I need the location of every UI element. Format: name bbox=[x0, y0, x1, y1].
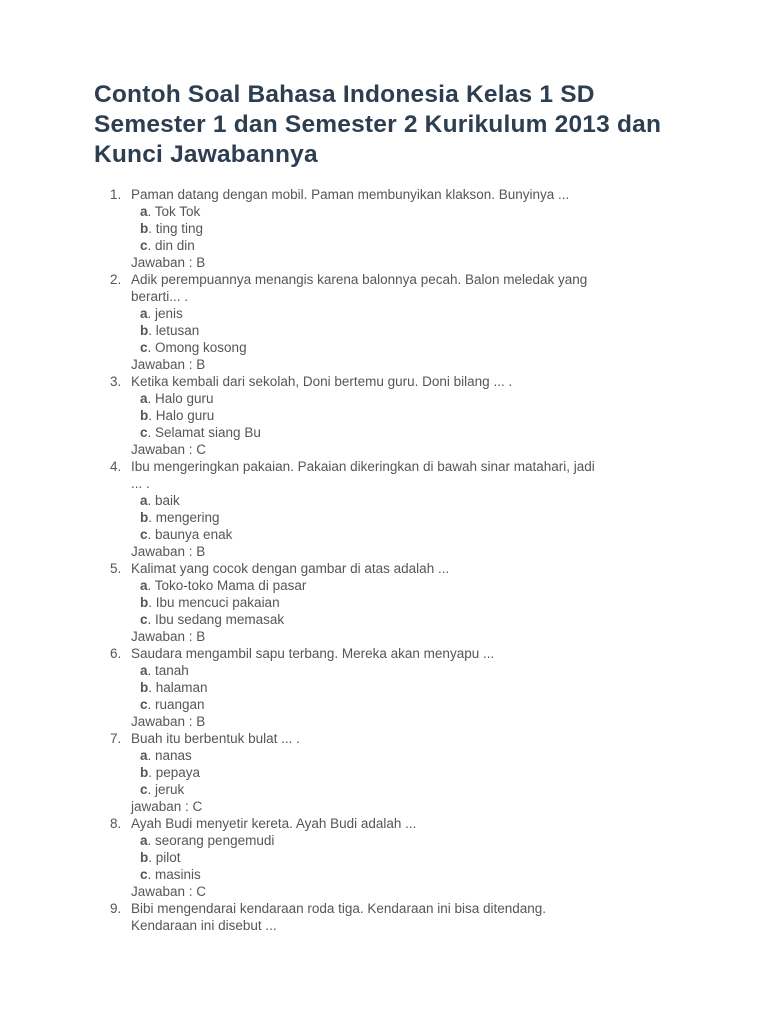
question-number: 9. bbox=[110, 901, 122, 916]
answer-option: b. letusan bbox=[140, 323, 200, 338]
option-letter: c bbox=[140, 340, 148, 355]
question-item bbox=[110, 900, 714, 934]
question-body bbox=[131, 186, 714, 271]
question-item bbox=[110, 373, 714, 458]
question-item bbox=[110, 271, 714, 373]
question-body bbox=[131, 730, 714, 815]
answer-option: a. Tok Tok bbox=[140, 204, 201, 219]
answer-key: jawaban : C bbox=[131, 799, 203, 814]
option-letter: c bbox=[140, 697, 148, 712]
question-text-line: Saudara mengambil sapu terbang. Mereka akan menyapu ... bbox=[131, 646, 495, 661]
option-letter: c bbox=[140, 612, 148, 627]
answer-key: Jawaban : C bbox=[131, 442, 207, 457]
answer-option: a. Toko-toko Mama di pasar bbox=[140, 578, 307, 593]
answer-key: Jawaban : C bbox=[131, 884, 207, 899]
question-body bbox=[131, 815, 714, 900]
option-letter: a bbox=[140, 833, 148, 848]
answer-option: b. pilot bbox=[140, 850, 181, 865]
question-number: 3. bbox=[110, 374, 122, 389]
answer-option: a. tanah bbox=[140, 663, 189, 678]
answer-option: c. Omong kosong bbox=[140, 340, 247, 355]
option-letter: c bbox=[140, 782, 148, 797]
answer-option: a. seorang pengemudi bbox=[140, 833, 275, 848]
question-text-line: Ketika kembali dari sekolah, Doni bertemu guru. Doni bilang ... . bbox=[131, 374, 513, 389]
option-letter: c bbox=[140, 238, 148, 253]
answer-option: a. baik bbox=[140, 493, 180, 508]
question-item bbox=[110, 186, 714, 271]
answer-option: b. ting ting bbox=[140, 221, 204, 236]
question-item bbox=[110, 458, 714, 560]
answer-option: a. jenis bbox=[140, 306, 183, 321]
option-letter: a bbox=[140, 748, 148, 763]
question-body bbox=[131, 271, 714, 373]
option-letter: b bbox=[140, 765, 149, 780]
question-item bbox=[110, 645, 714, 730]
option-letter: b bbox=[140, 850, 149, 865]
question-text-line: ... . bbox=[131, 476, 150, 491]
answer-option: c. din din bbox=[140, 238, 195, 253]
option-letter: a bbox=[140, 663, 148, 678]
answer-option: c. jeruk bbox=[140, 782, 185, 797]
question-item bbox=[110, 815, 714, 900]
page-title: Contoh Soal Bahasa Indonesia Kelas 1 SD Semester 1 dan Semester 2 Kurikulum 2013 dan Kunci Jawabannya bbox=[94, 81, 662, 168]
option-letter: c bbox=[140, 425, 148, 440]
option-letter: b bbox=[140, 680, 149, 695]
question-text-line: Paman datang dengan mobil. Paman membunyikan klakson. Bunyinya ... bbox=[131, 187, 570, 202]
answer-option: c. Ibu sedang memasak bbox=[140, 612, 285, 627]
question-number: 2. bbox=[110, 272, 122, 287]
answer-option: b. pepaya bbox=[140, 765, 201, 780]
question-item bbox=[110, 730, 714, 815]
question-body bbox=[131, 458, 714, 560]
option-letter: b bbox=[140, 510, 149, 525]
question-body bbox=[131, 645, 714, 730]
question-text-line: Adik perempuannya menangis karena balonnya pecah. Balon meledak yang bbox=[131, 272, 588, 287]
question-text-line: berarti... . bbox=[131, 289, 189, 304]
answer-option: b. Halo guru bbox=[140, 408, 215, 423]
answer-key: Jawaban : B bbox=[131, 255, 206, 270]
option-letter: c bbox=[140, 527, 148, 542]
option-letter: b bbox=[140, 595, 149, 610]
question-text-line: Kendaraan ini disebut ... bbox=[131, 918, 277, 933]
question-text-line: Buah itu berbentuk bulat ... . bbox=[131, 731, 300, 746]
answer-key: Jawaban : B bbox=[131, 714, 206, 729]
question-text-line: Ayah Budi menyetir kereta. Ayah Budi adalah ... bbox=[131, 816, 417, 831]
question-number: 8. bbox=[110, 816, 122, 831]
question-item bbox=[110, 560, 714, 645]
question-number: 4. bbox=[110, 459, 122, 474]
question-list bbox=[110, 186, 714, 934]
option-letter: a bbox=[140, 204, 148, 219]
answer-option: a. nanas bbox=[140, 748, 192, 763]
question-body bbox=[131, 900, 714, 934]
answer-option: c. baunya enak bbox=[140, 527, 233, 542]
document-content bbox=[94, 80, 714, 934]
option-letter: a bbox=[140, 578, 148, 593]
option-letter: a bbox=[140, 493, 148, 508]
question-number: 7. bbox=[110, 731, 122, 746]
option-letter: a bbox=[140, 391, 148, 406]
question-text-line: Ibu mengeringkan pakaian. Pakaian dikeringkan di bawah sinar matahari, jadi bbox=[131, 459, 595, 474]
question-body bbox=[131, 560, 714, 645]
question-body bbox=[131, 373, 714, 458]
option-letter: a bbox=[140, 306, 148, 321]
answer-option: b. halaman bbox=[140, 680, 208, 695]
question-number: 1. bbox=[110, 187, 122, 202]
answer-option: b. mengering bbox=[140, 510, 220, 525]
option-letter: b bbox=[140, 323, 149, 338]
question-text-line: Kalimat yang cocok dengan gambar di atas adalah ... bbox=[131, 561, 450, 576]
answer-option: b. Ibu mencuci pakaian bbox=[140, 595, 280, 610]
option-letter: b bbox=[140, 221, 149, 236]
answer-option: a. Halo guru bbox=[140, 391, 214, 406]
answer-option: c. masinis bbox=[140, 867, 201, 882]
option-letter: b bbox=[140, 408, 149, 423]
question-number: 5. bbox=[110, 561, 122, 576]
answer-key: Jawaban : B bbox=[131, 544, 206, 559]
answer-option: c. ruangan bbox=[140, 697, 205, 712]
option-letter: c bbox=[140, 867, 148, 882]
question-number: 6. bbox=[110, 646, 122, 661]
answer-option: c. Selamat siang Bu bbox=[140, 425, 261, 440]
question-text-line: Bibi mengendarai kendaraan roda tiga. Kendaraan ini bisa ditendang. bbox=[131, 901, 547, 916]
answer-key: Jawaban : B bbox=[131, 357, 206, 372]
answer-key: Jawaban : B bbox=[131, 629, 206, 644]
